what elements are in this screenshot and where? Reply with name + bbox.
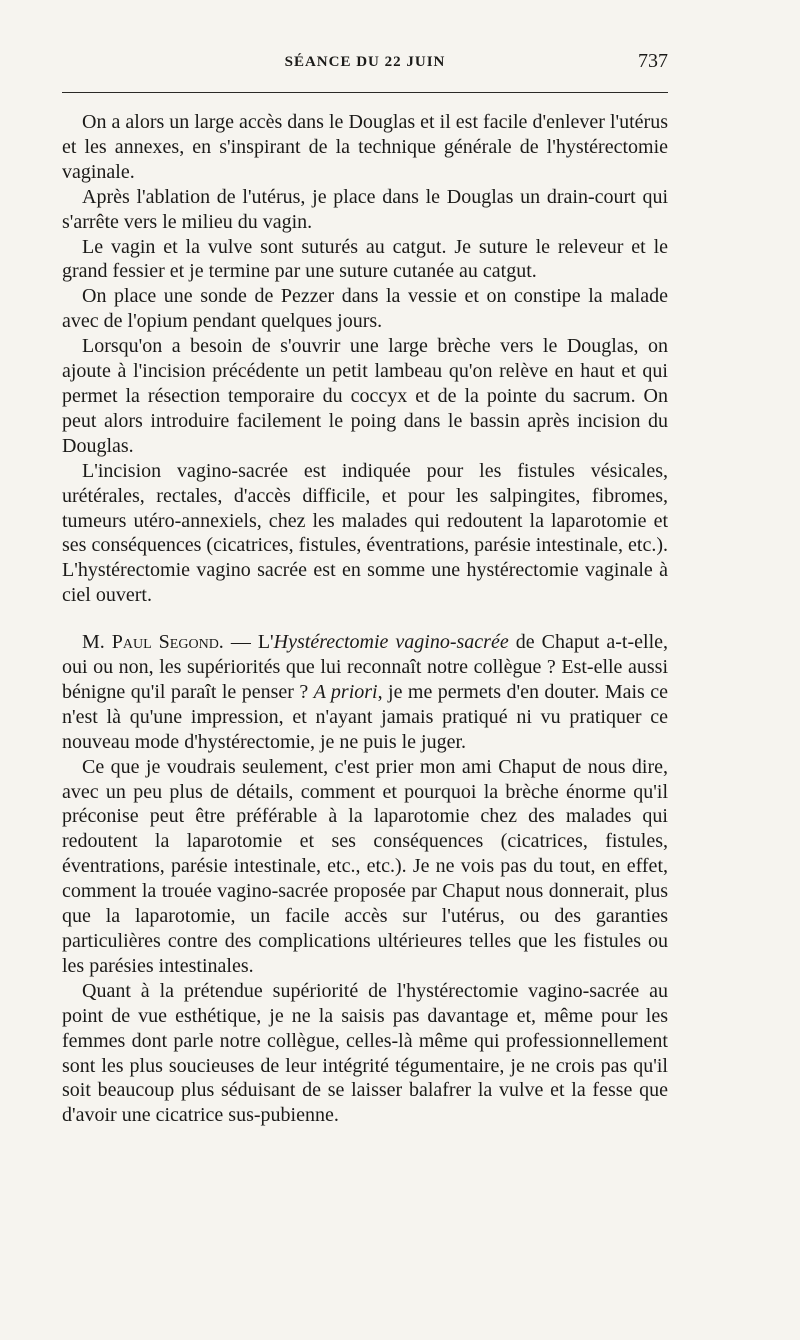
article: L' [257,631,274,654]
paragraph-question-chaput: Ce que je voudrais seulement, c'est prier mon ami Chaput de nous dire, avec un peu plus de détails, comment et pourquoi la brèche énorme qu'il préconise peut être préférable à la laparotomie chez des malades qui redoutent la laparotomie et ses conséquences (cicatrices, fistules, éventrations, parésie intestinale, etc., etc.). Je ne vois pas du tout, en effet, comment la trouée vagino-sacrée proposée par Chaput nous donnerait, plus que la laparotomie, un facile accès sur l'utérus, ou des garanties particulières contre des complications ultérieures telles que les fistules ou les parésies intestinales. [62,755,668,977]
running-title: SÉANCE DU 22 JUIN [284,54,446,70]
speaker-name: M. Paul Segond. [82,631,224,654]
body-text [62,110,668,1128]
page-number: 737 [638,50,668,72]
paragraph-indications: L'incision vagino-sacrée est indiquée pour les fistules vésicales, urétérales, rectales, d'accès difficile, et pour les salpingites, fibromes, tumeurs utéro-annexiels, chez les malades qui redoutent la laparotomie et ses conséquences (cicatrices, fistules, éventrations, parésie intestinale, etc.). L'hystérectomie vagino sacrée est en somme une hystérectomie vaginale à ciel ouvert. [62,459,668,607]
operation-title: Hystérectomie vagino-sacrée [273,631,509,654]
segond-text-part-1: de Chaput a-t-elle, oui ou non, les supériorités que lui reconnaît notre collègue ? Est-elle aussi bénigne qu'il paraît le penser ? [62,631,669,703]
paragraph-sutures: Le vagin et la vulve sont suturés au catgut. Je suture le releveur et le grand fessier et je termine par une suture cutanée au catgut. [62,235,668,283]
segond-text-part-2: , je me permets d'en douter. Mais ce n'est là qu'une impression, et n'ayant jamais pratiqué ni vu pratiquer ce nouveau mode d'hystérectomie, je ne puis le juger. [62,680,669,753]
paragraph-segond-reply [62,630,668,755]
paragraph-wide-breach: Lorsqu'on a besoin de s'ouvrir une large brèche vers le Douglas, on ajoute à l'incision précédente un petit lambeau qu'on relève en haut et qui permet la résection temporaire du coccyx et de la pointe du sacrum. On peut alors introduire facilement le poing dans le bassin après incision du Douglas. [62,335,668,457]
running-header [62,50,668,80]
paragraph-pezzer-probe: On place une sonde de Pezzer dans la vessie et on constipe la malade avec de l'opium pendant quelques jours. [62,285,668,333]
paragraph-aesthetics: Quant à la prétendue supériorité de l'hystérectomie vagino-sacrée au point de vue esthétique, je ne la saisis pas davantage et, même pour les femmes dont parle notre collègue, celles-là même qui professionnellement sont les plus soucieuses de leur intégrité tégumentaire, je ne crois pas qu'il soit beaucoup plus séduisant de se laisser balafrer la vulve et la fesse que d'avoir une cicatrice sus-pubienne. [62,979,668,1127]
paragraph-douglas-access: On a alors un large accès dans le Douglas et il est facile d'enlever l'utérus et les annexes, en s'inspirant de la technique générale de l'hystérectomie vaginale. [62,111,668,183]
a-priori: A priori [313,680,378,703]
dash: — [223,631,258,654]
header-divider [62,92,668,93]
paragraph-drain: Après l'ablation de l'utérus, je place dans le Douglas un drain-court qui s'arrête vers le milieu du vagin. [62,185,668,233]
